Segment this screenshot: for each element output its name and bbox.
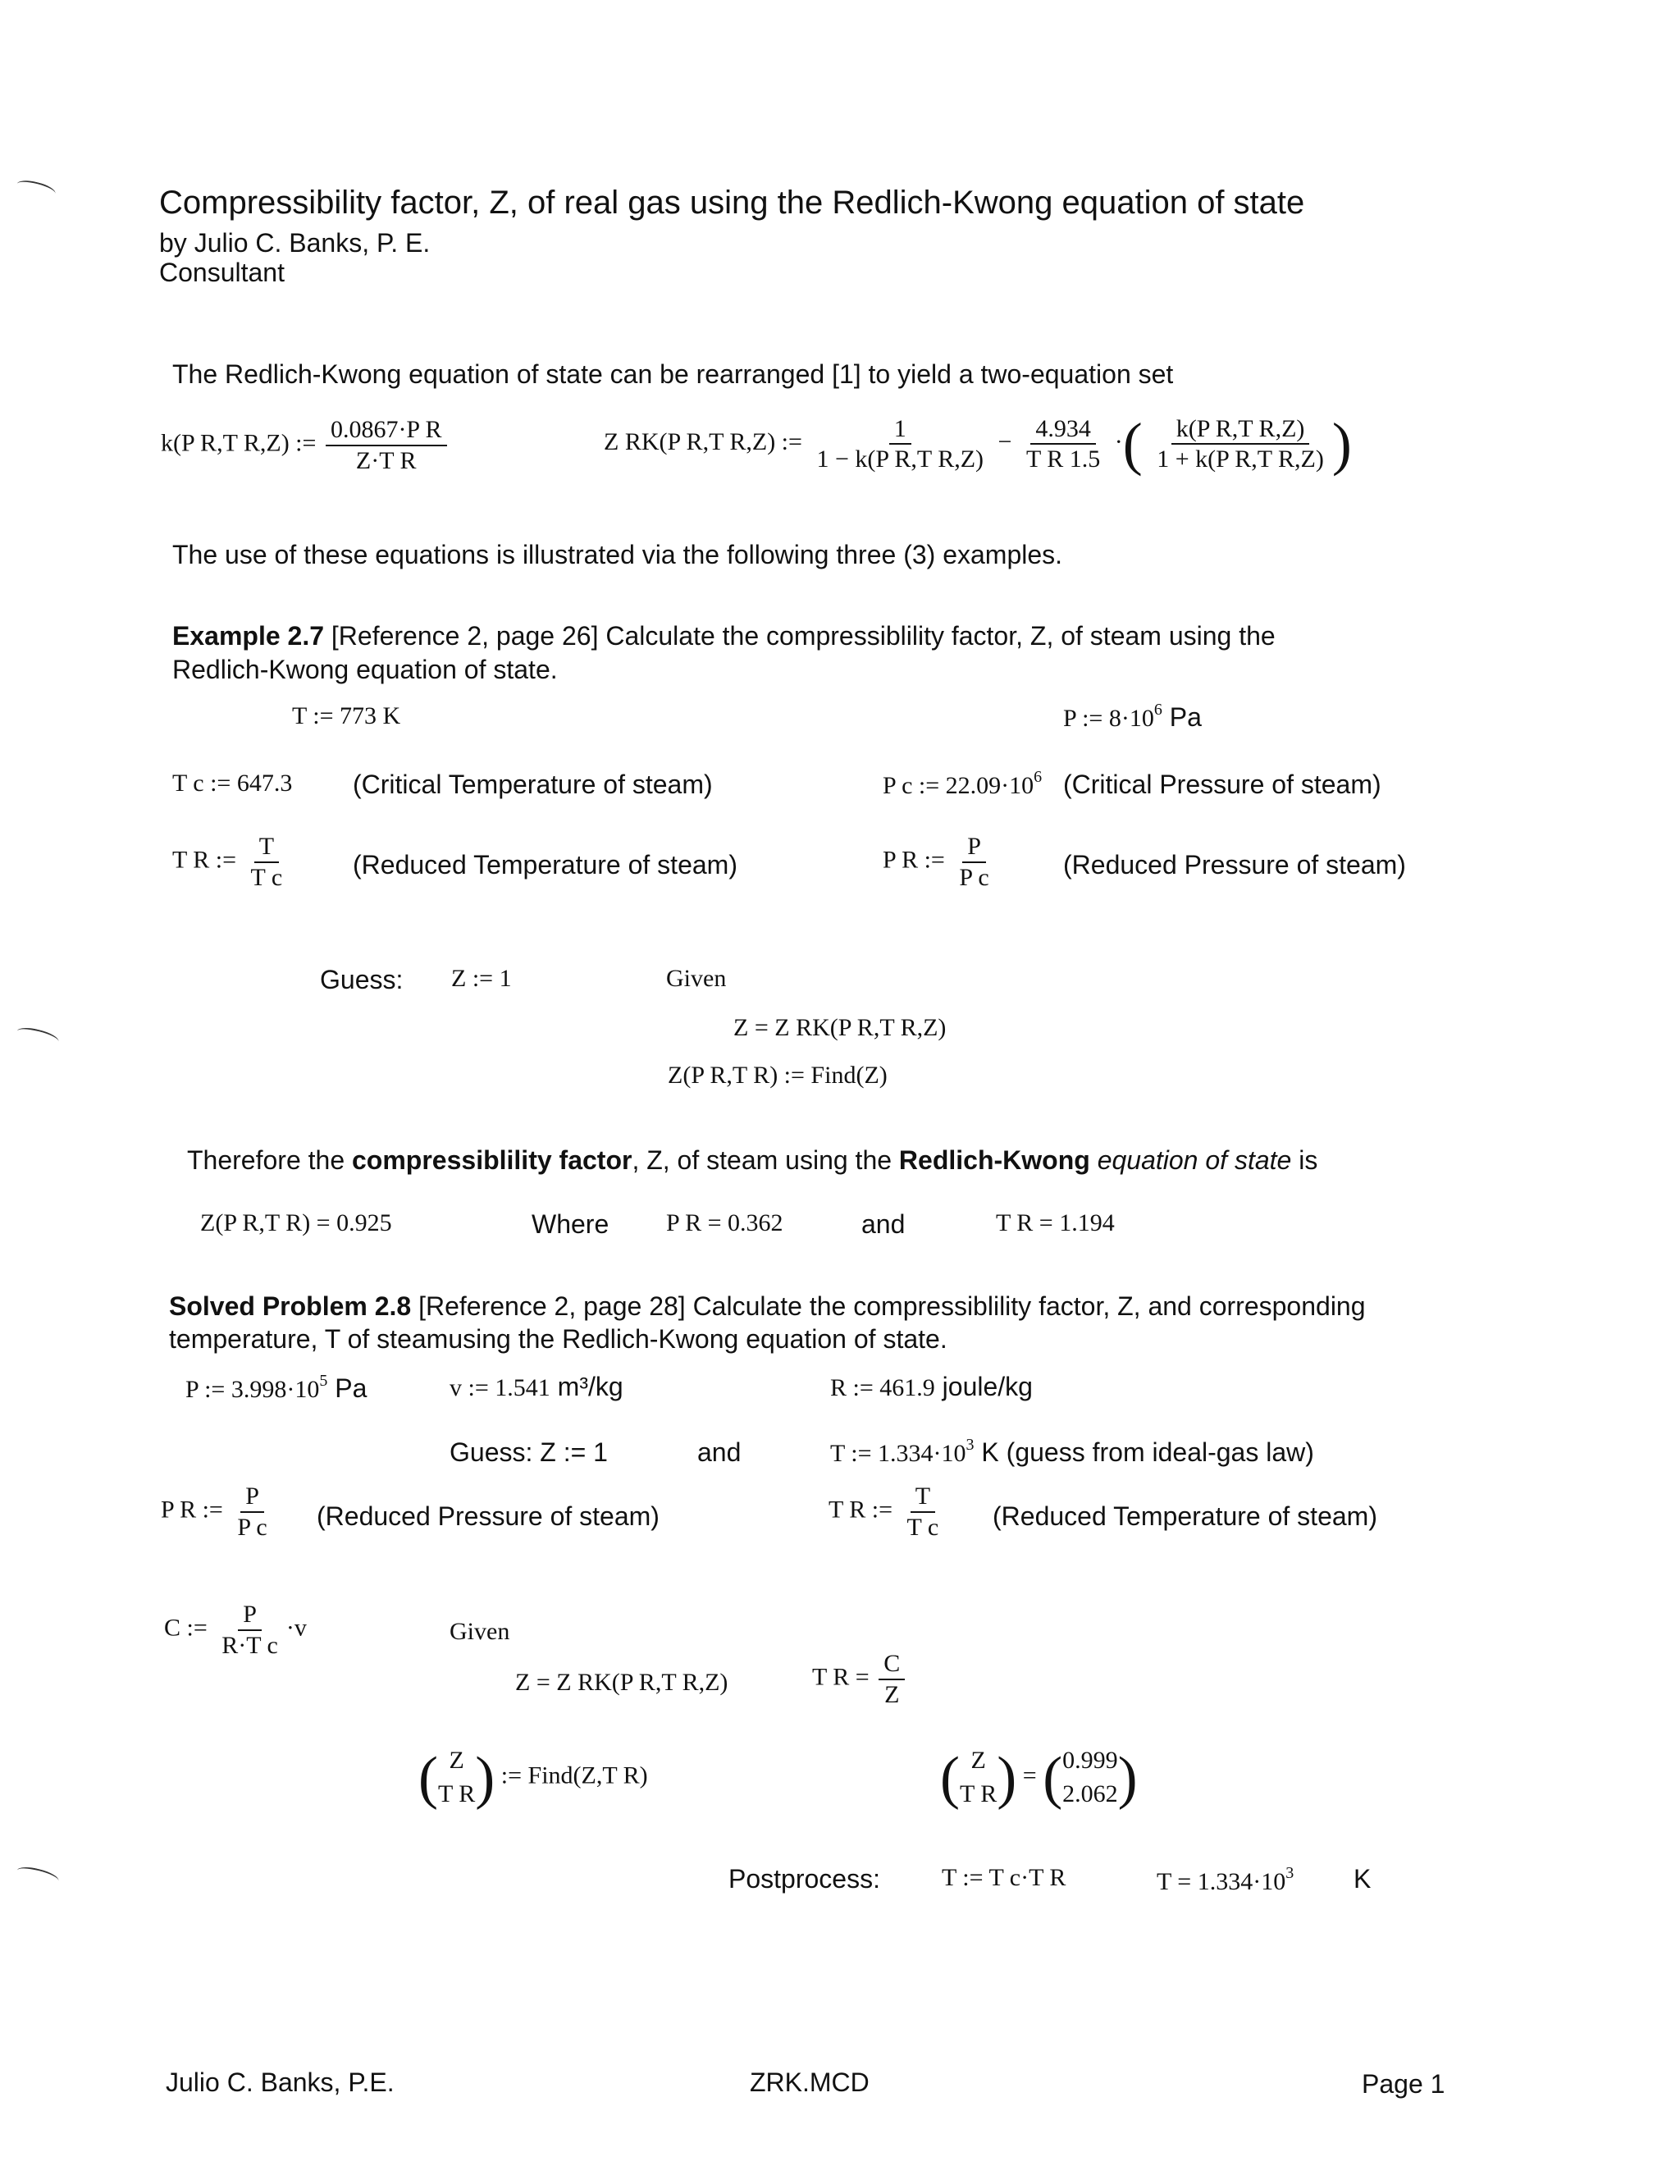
problem-constraint-1: Z = Z RK(P R,T R,Z) xyxy=(515,1669,728,1696)
reduced-temperature-def xyxy=(172,834,290,890)
zrk-term1-den: 1 − k(P R,T R,Z) xyxy=(816,445,984,473)
zrk-term2-den: T R 1.5 xyxy=(1025,445,1101,473)
therefore-3: is xyxy=(1291,1145,1318,1175)
pressure-def-exp: 6 xyxy=(1153,701,1162,719)
therefore-bold-2: Redlich-Kwong xyxy=(898,1145,1090,1175)
temperature-guess xyxy=(830,1436,1314,1468)
problem-pressure-exp: 5 xyxy=(319,1372,328,1390)
reduced-pressure-desc: (Reduced Pressure of steam) xyxy=(1063,850,1406,880)
problem-guess: Guess: Z := 1 xyxy=(450,1437,608,1467)
zrk-term2 xyxy=(1021,416,1105,473)
unknown-vector xyxy=(438,1744,475,1811)
author-line: by Julio C. Banks, P. E. xyxy=(159,228,431,258)
temperature-guess-base: T := 1.334·10 xyxy=(830,1440,966,1467)
example-heading-line2: Redlich-Kwong equation of state. xyxy=(172,655,558,684)
reduced-pressure-fraction xyxy=(954,834,993,890)
problem-pressure-base: P := 3.998·10 xyxy=(185,1376,320,1403)
gas-constant-base: R := 461.9 xyxy=(830,1374,935,1401)
find-call: := Find(Z,T R) xyxy=(500,1761,648,1789)
reduced-temperature-fraction xyxy=(246,834,288,890)
critical-pressure-desc: (Critical Pressure of steam) xyxy=(1063,770,1381,799)
solution-vector-lhs-bottom: T R xyxy=(959,1780,998,1807)
zrk-term1 xyxy=(811,416,988,473)
solution-z-value: 0.999 xyxy=(1062,1747,1118,1774)
temperature-guess-note: K (guess from ideal-gas law) xyxy=(974,1437,1314,1467)
gas-constant-unit: joule/kg xyxy=(934,1372,1033,1401)
problem-reduced-temperature-den: T c xyxy=(906,1513,939,1541)
k-numerator: 0.0867·P R xyxy=(326,417,447,446)
critical-temperature-desc: (Critical Temperature of steam) xyxy=(353,770,713,799)
result-z: Z(P R,T R) = 0.925 xyxy=(200,1209,392,1236)
problem-heading-line2: temperature, T of steamusing the Redlich-Kwong equation of state. xyxy=(169,1324,947,1354)
problem-reduced-temperature-lhs: T R := xyxy=(829,1496,893,1524)
binder-mark xyxy=(16,1864,60,1887)
critical-temperature-def: T c := 647.3 xyxy=(172,770,293,797)
critical-pressure-exp: 6 xyxy=(1034,768,1043,786)
k-lhs: k(P R,T R,Z) := xyxy=(161,429,317,457)
problem-and: and xyxy=(697,1437,742,1467)
find-equation: Z(P R,T R) := Find(Z) xyxy=(668,1062,888,1089)
therefore-text xyxy=(187,1145,1317,1176)
therefore-italic: equation of state xyxy=(1089,1145,1292,1175)
example-heading-bold: Example 2.7 xyxy=(172,621,324,651)
solution-vector-values xyxy=(1062,1744,1118,1811)
postprocess-result-base: T = 1.334·10 xyxy=(1157,1868,1286,1895)
unknown-vector-top: Z xyxy=(449,1747,464,1774)
solution-tr-value: 2.062 xyxy=(1062,1780,1118,1807)
guess-value: Z := 1 xyxy=(451,965,512,992)
reduced-pressure-def xyxy=(883,834,998,890)
k-denominator: Z·T R xyxy=(355,446,417,474)
problem-reduced-pressure-fraction xyxy=(232,1483,272,1540)
footer-filename: ZRK.MCD xyxy=(750,2067,870,2097)
c-def xyxy=(164,1601,307,1658)
constraint-equation: Z = Z RK(P R,T R,Z) xyxy=(733,1014,947,1041)
zrk-term2-num: 4.934 xyxy=(1030,416,1096,445)
zrk-lhs: Z RK(P R,T R,Z) := xyxy=(604,427,802,455)
reduced-pressure-lhs: P R := xyxy=(883,846,945,874)
zrk-term3-num: k(P R,T R,Z) xyxy=(1171,416,1310,445)
c-tail: ·v xyxy=(285,1614,307,1642)
where-label: Where xyxy=(532,1209,609,1239)
specific-volume-unit: m³/kg xyxy=(550,1372,623,1401)
reduced-pressure-num: P xyxy=(962,834,986,863)
problem-heading-rest: [Reference 2, page 28] Calculate the compressiblility factor, Z, and corresponding xyxy=(411,1291,1366,1321)
specific-volume-def xyxy=(450,1372,623,1402)
critical-pressure-base: P c := 22.09·10 xyxy=(883,772,1034,799)
therefore-bold-1: compressiblility factor xyxy=(352,1145,632,1175)
zrk-term3 xyxy=(1152,416,1329,473)
c-num: P xyxy=(238,1601,262,1631)
pressure-def xyxy=(1063,701,1202,733)
usage-text: The use of these equations is illustrated via the following three (3) examples. xyxy=(172,540,1063,569)
zrk-equation: Z RK(P R,T R,Z) := $\frac{1}{\text{1 − k(P R,T R,Z)}}$ − $\frac{4.934}{\text{T R 1.5}}$ ·( $\frac{\text{k(P R,T R,Z)}}{\text{1 + k(P R,T R,Z)}}$ ) xyxy=(604,411,1352,477)
guess-label: Guess: xyxy=(320,965,404,994)
problem-heading-bold: Solved Problem 2.8 xyxy=(169,1291,412,1321)
page-title: Compressibility factor, Z, of real gas using the Redlich-Kwong equation of state xyxy=(159,185,1305,221)
postprocess-result xyxy=(1157,1864,1294,1896)
intro-text: The Redlich-Kwong equation of state can be rearranged [1] to yield a two-equation set xyxy=(172,359,1174,389)
reduced-temperature-num: T xyxy=(254,834,279,863)
critical-pressure-def xyxy=(883,768,1042,800)
c-lhs: C := xyxy=(164,1614,208,1642)
zrk-term3-den: 1 + k(P R,T R,Z) xyxy=(1157,445,1324,473)
result-tr: T R = 1.194 xyxy=(996,1209,1115,1236)
problem-reduced-pressure-desc: (Reduced Pressure of steam) xyxy=(317,1501,660,1531)
problem-pressure-def xyxy=(185,1372,367,1404)
c-den: R·T c xyxy=(221,1631,278,1659)
constraint-2-num: C xyxy=(879,1651,905,1680)
binder-mark xyxy=(16,1025,60,1048)
k-equation xyxy=(161,417,450,473)
constraint-2-den: Z xyxy=(884,1680,900,1708)
pressure-def-unit: Pa xyxy=(1162,702,1202,732)
reduced-temperature-den: T c xyxy=(250,863,283,891)
example-heading-rest: [Reference 2, page 26] Calculate the compressiblility factor, Z, of steam using the xyxy=(324,621,1276,651)
constraint-2-fraction xyxy=(879,1651,905,1707)
reduced-pressure-den: P c xyxy=(959,863,989,891)
problem-reduced-temperature-num: T xyxy=(911,1483,935,1513)
solution-vector-lhs-top: Z xyxy=(970,1747,986,1774)
footer-page-number: Page 1 xyxy=(1362,2069,1445,2099)
constraint-2-lhs: T R = xyxy=(812,1663,870,1691)
pressure-def-base: P := 8·10 xyxy=(1063,705,1154,732)
problem-constraint-2 xyxy=(812,1651,908,1707)
c-fraction xyxy=(217,1601,283,1658)
postprocess-def: T := T c·T R xyxy=(942,1864,1066,1891)
temperature-guess-exp: 3 xyxy=(966,1436,975,1454)
solution-vector-lhs xyxy=(960,1744,997,1811)
solution-vector: ( Z T R ) = ( 0.999 2.062 ) xyxy=(940,1744,1138,1811)
problem-given: Given xyxy=(450,1618,510,1645)
and-label: and xyxy=(861,1209,906,1239)
problem-reduced-pressure-num: P xyxy=(240,1483,264,1513)
problem-heading xyxy=(169,1291,1366,1322)
k-fraction xyxy=(326,417,447,473)
reduced-temperature-desc: (Reduced Temperature of steam) xyxy=(353,850,737,880)
problem-reduced-pressure-den: P c xyxy=(237,1513,267,1541)
therefore-1: Therefore the xyxy=(187,1145,352,1175)
therefore-2: , Z, of steam using the xyxy=(632,1145,899,1175)
temperature-def: T := 773 K xyxy=(292,702,401,729)
result-pr: P R = 0.362 xyxy=(666,1209,783,1236)
problem-reduced-temperature-desc: (Reduced Temperature of steam) xyxy=(993,1501,1377,1531)
problem-reduced-temperature-fraction xyxy=(902,1483,944,1540)
problem-pressure-unit: Pa xyxy=(327,1373,368,1403)
postprocess-label: Postprocess: xyxy=(728,1864,880,1894)
gas-constant-def xyxy=(830,1372,1033,1402)
footer-author: Julio C. Banks, P.E. xyxy=(166,2067,395,2097)
specific-volume-base: v := 1.541 xyxy=(450,1374,550,1401)
given-label: Given xyxy=(666,965,727,992)
unknown-vector-bottom: T R xyxy=(437,1780,476,1807)
find-vector-equation: ( Z T R ) := Find(Z,T R) xyxy=(418,1744,648,1811)
problem-reduced-pressure-lhs: P R := xyxy=(161,1496,223,1524)
problem-reduced-temperature-def xyxy=(829,1483,947,1540)
reduced-temperature-lhs: T R := xyxy=(172,846,237,874)
binder-mark xyxy=(16,177,57,199)
author-role: Consultant xyxy=(159,258,285,287)
postprocess-unit: K xyxy=(1354,1864,1372,1894)
problem-reduced-pressure-def xyxy=(161,1483,276,1540)
example-heading xyxy=(172,621,1276,651)
zrk-term1-num: 1 xyxy=(889,416,911,445)
postprocess-result-exp: 3 xyxy=(1285,1864,1294,1882)
